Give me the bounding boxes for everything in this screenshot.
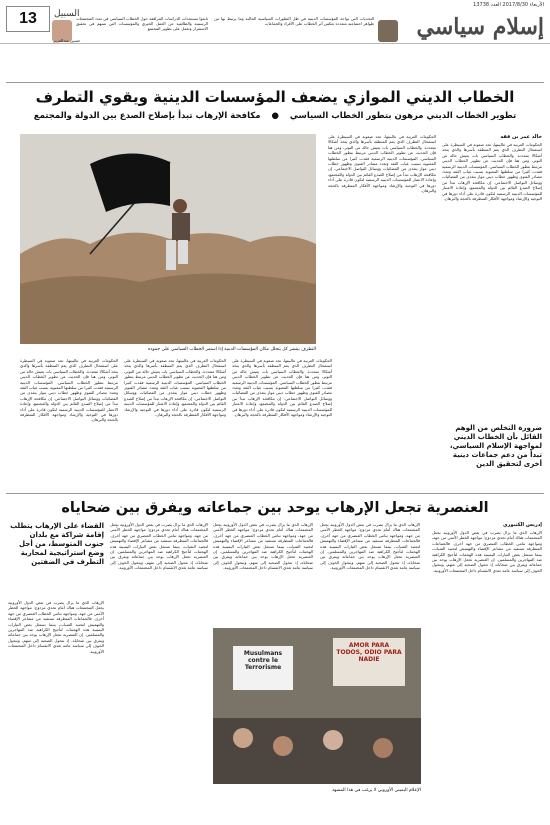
author-name: خالد عمر بن ققه bbox=[500, 134, 542, 140]
top-right-teaser: التحديات التي تواجه المؤسسات الدينية في ظل التطورات السياسية الحالية وما يرتبط بها من ظواهر اجتماعية متعددة تعكس أثر الخطاب على الأفراد والجماعات bbox=[214, 16, 374, 26]
dateline: الأربعاء 2017/8/30 العدد 13738 bbox=[473, 2, 544, 8]
divider bbox=[6, 493, 544, 494]
article2-column-3: الإرهاب الذي ما يزال يضرب في بعض الدول الأوروبية يجعل المجتمعات هناك أمام تحدي مزدوج: مواجهة الخطر الأمني من جهة، ومواجهة تنامي الخطاب العنصري من جهة أخرى. فالجماعات المتطرفة تستفيد من مشاعر الإقصاء والتهميش لتجنيد الشباب، بينما تستغل بعض التيارات اليمينية هذه الهجمات لتأجيج الكراهية ضد المهاجرين والمسلمين. إن العنصرية تجعل الإرهاب يوحد بين جماعاته ويفرق بين ضحاياه، إذ تتحول الضحية إلى متهم، ويتحول الخوف إلى سياسة عامة تغذي الانقسام داخل المجتمعات الأوروبية. bbox=[320, 522, 420, 571]
article-column-2: الحكومات العربية في غالبيتها، تجد صعوبة في السيطرة على استفحال التطرف الذي يعم المنطقة بأسرها والذي يتخذ أشكالا متعددة. والخطاب السياسي بات يعيش حالة من التوتر، ومن هنا فإن الحديث عن تطوير الخطاب الديني مرتبط بتطور الخطاب السياسي. المؤسسات الدينية الرسمية فقدت كثيرا من سلطتها المعنوية بسبب غياب الثقة وتعدد مصادر الفتوى وظهور خطاب ديني مواز يتغذى من الفضائيات ووسائل التواصل الاجتماعي. إن مكافحة الإرهاب تبدأ من إصلاح الصدع القائم بين الدولة والمجتمع، وإعادة الاعتبار للمؤسسات الدينية الرسمية لتكون قادرة على أداء دورها في التوجيه والإرشاد ومواجهة الأفكار المتطرفة بالحجة والبرهان. bbox=[328, 134, 436, 194]
columnist-name: حسين عبدالعزيز bbox=[53, 38, 81, 43]
protest-sign-2: AMOR PARA TODOS, ODIO PARA NADIE bbox=[336, 642, 402, 663]
article-column-4: الحكومات العربية في غالبيتها، تجد صعوبة في السيطرة على استفحال التطرف الذي يعم المنطقة بأسرها والذي يتخذ أشكالا متعددة. والخطاب السياسي بات يعيش حالة من التوتر، ومن هنا فإن الحديث عن تطوير الخطاب الديني مرتبط بتطور الخطاب السياسي. المؤسسات الدينية الرسمية فقدت كثيرا من سلطتها المعنوية بسبب غياب الثقة وتعدد مصادر الفتوى وظهور خطاب ديني مواز يتغذى من الفضائيات ووسائل التواصل الاجتماعي. إن مكافحة الإرهاب تبدأ من إصلاح الصدع القائم بين الدولة والمجتمع، وإعادة الاعتبار للمؤسسات الدينية الرسمية لتكون قادرة على أداء دورها في التوجيه والإرشاد ومواجهة الأفكار المتطرفة بالحجة والبرهان. bbox=[124, 358, 226, 418]
main-headline: الخطاب الديني الموازي يضعف المؤسسات الدينية ويقوي التطرف bbox=[35, 88, 515, 106]
article-column-5: الحكومات العربية في غالبيتها، تجد صعوبة في السيطرة على استفحال التطرف الذي يعم المنطقة بأسرها والذي يتخذ أشكالا متعددة. والخطاب السياسي بات يعيش حالة من التوتر، ومن هنا فإن الحديث عن تطوير الخطاب الديني مرتبط بتطور الخطاب السياسي. المؤسسات الدينية الرسمية فقدت كثيرا من سلطتها المعنوية بسبب غياب الثقة وتعدد مصادر الفتوى وظهور خطاب ديني مواز يتغذى من الفضائيات ووسائل التواصل الاجتماعي. إن مكافحة الإرهاب تبدأ من إصلاح الصدع القائم بين الدولة والمجتمع، وإعادة الاعتبار للمؤسسات الدينية الرسمية لتكون قادرة على أداء دورها في التوجيه والإرشاد ومواجهة الأفكار المتطرفة بالحجة والبرهان. bbox=[20, 358, 118, 423]
article2-column-4: الإرهاب الذي ما يزال يضرب في بعض الدول الأوروبية يجعل المجتمعات هناك أمام تحدي مزدوج: مواجهة الخطر الأمني من جهة، ومواجهة تنامي الخطاب العنصري من جهة أخرى. فالجماعات المتطرفة تستفيد من مشاعر الإقصاء والتهميش لتجنيد الشباب، بينما تستغل بعض التيارات اليمينية هذه الهجمات لتأجيج الكراهية ضد المهاجرين والمسلمين. إن العنصرية تجعل الإرهاب يوحد بين جماعاته ويفرق بين ضحاياه، إذ تتحول الضحية إلى متهم، ويتحول الخوف إلى سياسة عامة تغذي الانقسام داخل المجتمعات الأوروبية. bbox=[110, 522, 208, 571]
pull-quote: ضرورة التخلص من الوهم القائل بأن الخطاب الديني لمواجهة الإسلام السياسي، تبدأ من دعم جماعات دينية أخرى لتحقيق الدين bbox=[449, 424, 542, 468]
article-column-3: الحكومات العربية في غالبيتها، تجد صعوبة في السيطرة على استفحال التطرف الذي يعم المنطقة بأسرها والذي يتخذ أشكالا متعددة. والخطاب السياسي بات يعيش حالة من التوتر، ومن هنا فإن الحديث عن تطوير الخطاب الديني مرتبط بتطور الخطاب السياسي. المؤسسات الدينية الرسمية فقدت كثيرا من سلطتها المعنوية بسبب غياب الثقة وتعدد مصادر الفتوى وظهور خطاب ديني مواز يتغذى من الفضائيات ووسائل التواصل الاجتماعي. إن مكافحة الإرهاب تبدأ من إصلاح الصدع القائم بين الدولة والمجتمع، وإعادة الاعتبار للمؤسسات الدينية الرسمية لتكون قادرة على أداء دورها في التوجيه والإرشاد ومواجهة الأفكار المتطرفة بالحجة والبرهان. bbox=[232, 358, 332, 418]
second-headline: العنصرية تجعل الإرهاب يوحد بين جماعاته ويفرق بين ضحاياه bbox=[61, 500, 489, 516]
article-photo bbox=[20, 134, 316, 344]
subhead-bullet: ● bbox=[271, 111, 279, 121]
author-photo bbox=[378, 20, 398, 42]
article2-column-2: الإرهاب الذي ما يزال يضرب في بعض الدول الأوروبية يجعل المجتمعات هناك أمام تحدي مزدوج: مواجهة الخطر الأمني من جهة، ومواجهة تنامي الخطاب العنصري من جهة أخرى. فالجماعات المتطرفة تستفيد من مشاعر الإقصاء والتهميش لتجنيد الشباب، بينما تستغل بعض التيارات اليمينية هذه الهجمات لتأجيج الكراهية ضد المهاجرين والمسلمين. إن العنصرية تجعل الإرهاب يوحد بين جماعاته ويفرق بين ضحاياه، إذ تتحول الضحية إلى متهم، ويتحول الخوف إلى سياسة عامة تغذي الانقسام داخل المجتمعات الأوروبية. bbox=[213, 522, 313, 571]
photo-caption: التطرف ينتشر كل يتحلل مكان المؤسسات الدينية إذا استمر الخطاب السياسي على جموده bbox=[148, 347, 316, 352]
page-number: 13 bbox=[6, 6, 50, 32]
pull-quote-2: القضاء على الإرهاب يتطلب إقامة شراكة مع بلدان جنوب المتوسط، من أجل وضع استراتيجية لمحاربة التطرف في الضفتين bbox=[10, 522, 104, 566]
article2-photo bbox=[213, 628, 421, 784]
protest-sign-1: Musulmans contre le Terrorisme bbox=[243, 650, 283, 671]
divider bbox=[6, 82, 544, 83]
article-column-1: الحكومات العربية في غالبيتها، تجد صعوبة في السيطرة على استفحال التطرف الذي يعم المنطقة بأسرها والذي يتخذ أشكالا متعددة. والخطاب السياسي بات يعيش حالة من التوتر، ومن هنا فإن الحديث عن تطوير الخطاب الديني مرتبط بتطور الخطاب السياسي. المؤسسات الدينية الرسمية فقدت كثيرا من سلطتها المعنوية بسبب غياب الثقة وتعدد مصادر الفتوى وظهور خطاب ديني مواز يتغذى من الفضائيات ووسائل التواصل الاجتماعي. إن مكافحة الإرهاب تبدأ من إصلاح الصدع القائم بين الدولة والمجتمع، وإعادة الاعتبار للمؤسسات الدينية الرسمية لتكون قادرة على أداء دورها في التوجيه والإرشاد ومواجهة الأفكار المتطرفة بالحجة والبرهان. bbox=[442, 142, 542, 202]
top-left-teaser: تابعوا مستجدات الدراسات المرافقة حول الخطاب السياسي في تعدد المجتمعات الرسمية والطائفية عن العمل الخيري والمؤسسات التي تسهم في تحقيق الاستقرار وتعمل على تطوير المجتمع bbox=[76, 16, 208, 31]
photo-illustration bbox=[20, 134, 316, 344]
paper-name: السبيل bbox=[54, 9, 80, 19]
section-title: إسلام سياسي bbox=[416, 14, 544, 40]
photo-caption-2: الإعلام اليميني الأوروبي لا يرغب في هذا المشهد bbox=[331, 788, 421, 793]
subhead-2: مكافحة الإرهاب تبدأ بإصلاح الصدع بين الدولة والمجتمع bbox=[33, 111, 261, 121]
author-name-2: إدريس الكنبوري bbox=[502, 522, 542, 528]
subhead-1: تطوير الخطاب الديني مرهون بتطور الخطاب السياسي bbox=[289, 111, 517, 121]
article2-column-5: الإرهاب الذي ما يزال يضرب في بعض الدول الأوروبية يجعل المجتمعات هناك أمام تحدي مزدوج: مواجهة الخطر الأمني من جهة، ومواجهة تنامي الخطاب العنصري من جهة أخرى. فالجماعات المتطرفة تستفيد من مشاعر الإقصاء والتهميش لتجنيد الشباب، بينما تستغل بعض التيارات اليمينية هذه الهجمات لتأجيج الكراهية ضد المهاجرين والمسلمين. إن العنصرية تجعل الإرهاب يوحد بين جماعاته ويفرق بين ضحاياه، إذ تتحول الضحية إلى متهم، ويتحول الخوف إلى سياسة عامة تغذي الانقسام داخل المجتمعات الأوروبية. bbox=[8, 600, 104, 654]
article2-column-1: الإرهاب الذي ما يزال يضرب في بعض الدول الأوروبية يجعل المجتمعات هناك أمام تحدي مزدوج: مواجهة الخطر الأمني من جهة، ومواجهة تنامي الخطاب العنصري من جهة أخرى. فالجماعات المتطرفة تستفيد من مشاعر الإقصاء والتهميش لتجنيد الشباب، بينما تستغل بعض التيارات اليمينية هذه الهجمات لتأجيج الكراهية ضد المهاجرين والمسلمين. إن العنصرية تجعل الإرهاب يوحد بين جماعاته ويفرق بين ضحاياه، إذ تتحول الضحية إلى متهم، ويتحول الخوف إلى سياسة عامة تغذي الانقسام داخل المجتمعات الأوروبية. bbox=[432, 530, 542, 573]
subheads bbox=[6, 111, 544, 121]
